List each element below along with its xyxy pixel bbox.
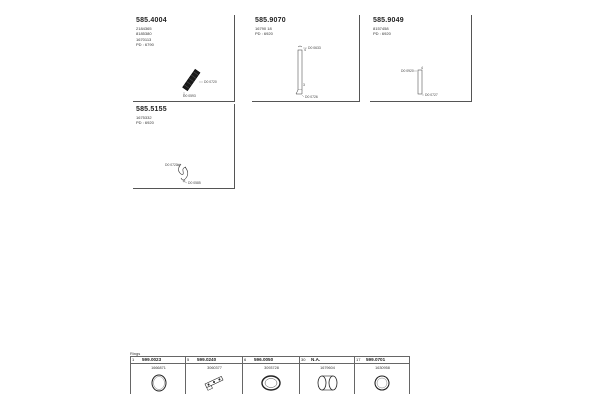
callout-label: D0 0920: [401, 69, 414, 73]
oem-ref: PD : 6920: [255, 31, 273, 37]
oem-ref: PD : 6920: [136, 120, 154, 126]
callout-label: D0 0727: [425, 93, 438, 97]
callout-label: D0 0593: [183, 94, 196, 98]
clamp-drawing: [186, 370, 243, 394]
oem-ref: 1675332: [136, 115, 152, 120]
ring-item[interactable]: [299, 356, 355, 394]
oem-ref: 16790 18: [255, 26, 272, 31]
oem-ref: 2184365: [136, 26, 152, 31]
ring-position: 5: [187, 357, 190, 362]
flex-pipe-drawing: [133, 15, 234, 101]
callout-label: D0 0726: [305, 95, 318, 99]
part-number: 585.4004: [136, 17, 167, 24]
ring-item[interactable]: [242, 356, 300, 394]
callout-label: D0 0720: [204, 80, 217, 84]
ring-code: 599.0023: [142, 357, 162, 362]
bracket-drawing: [133, 104, 234, 188]
part-number: 585.5155: [136, 106, 167, 113]
part-number: 585.9070: [255, 17, 286, 24]
ring-position: 30: [301, 357, 306, 362]
ring-drawing: [355, 370, 410, 394]
ring-item[interactable]: [354, 356, 410, 394]
ring-oem: 3093728: [264, 366, 279, 370]
short-pipe-drawing: [370, 15, 471, 101]
ring-oem: 1630958: [375, 366, 390, 370]
ring-item[interactable]: [185, 356, 243, 394]
ring-code: 599.0240: [197, 357, 217, 362]
part-card-1[interactable]: [133, 15, 235, 102]
rings-title: Rings: [130, 351, 141, 356]
ring-drawing: [131, 370, 186, 394]
oem-ref: 8185380: [136, 31, 152, 37]
part-number: 585.9049: [373, 17, 404, 24]
callout-label: D0 0585: [188, 181, 201, 185]
ring-item[interactable]: [130, 356, 186, 394]
ring-oem: 1666871: [151, 366, 166, 370]
oem-ref: 8157458: [373, 26, 389, 31]
ring-position: 1: [132, 357, 135, 362]
part-card-3[interactable]: [370, 15, 472, 102]
ring-code: N.A.: [311, 357, 321, 362]
rings-right-border: [409, 356, 410, 394]
ring-code: 599.0701: [366, 357, 386, 362]
ring-position: 17: [356, 357, 361, 362]
gasket-drawing: [243, 370, 300, 394]
ring-position: 6: [244, 357, 247, 362]
svg-text:3: 3: [303, 83, 305, 87]
ring-code: 596.0050: [254, 357, 274, 362]
ring-oem: 1679604: [320, 366, 335, 370]
oem-ref: 1670113: [136, 36, 152, 42]
oem-ref: PD : 6920: [373, 31, 391, 37]
callout-label: D0 0633: [308, 46, 321, 50]
svg-text:4: 4: [304, 48, 306, 52]
rings-table: [130, 356, 410, 394]
ring-oem: 3060377: [207, 366, 222, 370]
sleeve-drawing: [300, 370, 355, 394]
svg-text:4: 4: [421, 66, 423, 70]
part-card-2[interactable]: [252, 15, 360, 102]
oem-ref: PD : 6790: [136, 41, 154, 47]
long-pipe-drawing: [252, 15, 359, 101]
part-card-4[interactable]: [133, 104, 235, 189]
callout-label: D0 0723: [165, 163, 178, 167]
